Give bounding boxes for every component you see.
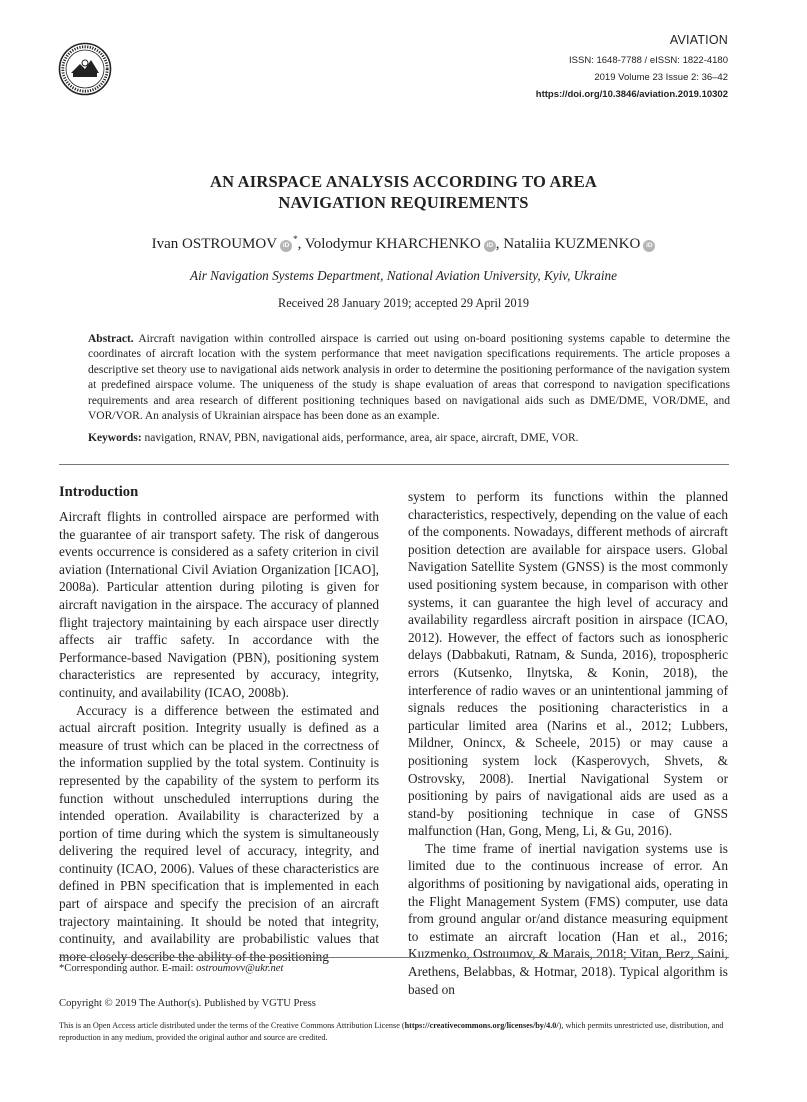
- title-line-2: NAVIGATION REQUIREMENTS: [278, 193, 529, 212]
- abstract: [88, 332, 730, 424]
- orcid-icon[interactable]: iD: [280, 240, 292, 252]
- orcid-icon[interactable]: iD: [484, 240, 496, 252]
- footnote-prefix: *Corresponding author. E-mail:: [59, 963, 197, 974]
- author-email-link[interactable]: ostroumovv@ukr.net: [196, 963, 284, 974]
- paragraph: system to perform its functions within the planned characteristics, respectively, depending on the value of each of the components. Nowadays, different methods of aircraft position detection are available for airspace users. Global Navigation Satellite System (GNSS) is the most commonly used positioning system because, in comparison with other systems, it can guarantee the high level of accuracy and availability regardless aircraft position in airspace (ICAO, 2012). However, the effect of factors such as ionospheric delays (Dabbakuti, Ratnam, & Sunda, 2016), tropospheric errors (Kutsenko, Ilnytska, & Konin, 2018), the interference of radio waves or an unintentional jamming of signals reduces the positioning characteristics in a particular limited area (Narins et al., 2012; Lubbers, Mildner, Onincx, & Scheele, 2015) or may cause a positioning system lock (Kasperovych, Shvets, & Ostrovsky, 2008). Inertial Navigational System or positioning by pairs of navigational aids are used as a stand-by positioning technique in case of GNSS malfunction (Han, Gong, Meng, Li, & Gu, 2016).: [408, 489, 728, 839]
- author-separator: ,: [297, 236, 305, 252]
- abstract-text: Aircraft navigation within controlled airspace is carried out using on-board positioning systems capable to determine the coordinates of aircraft location with the system performance that meet navigation specifications requirements. The article proposes a descriptive set theory use to navigational aids network analysis in order to determine the positioning performance of the navigation system at predefined airspace volume. The uniqueness of the study is shape evaluation of areas that correspond to navigation specifications requirements and area research of different positioning techniques based on navigational aids such as DME/DME, VOR/DME, and VOR/VOR. An analysis of Ukrainian airspace has been done as an example.: [88, 333, 730, 423]
- paragraph: The time frame of inertial navigation systems use is limited due to the continuous increase of error. An algorithms of positioning by navigational aids, operating in the Flight Management System (FMS) computer, use data from ground angular or/and distance measuring equipment to estimate an aircraft location (Han et al., 2016; Kuzmenko, Ostroumov, & Marais, 2018; Vitan, Berz, Saini, Arethens, Belabbas, & Hotmar, 2018). Typical algorithm is based on: [408, 840, 728, 997]
- abstract-label: Abstract.: [88, 333, 134, 345]
- keywords: [88, 431, 730, 446]
- author-separator: ,: [495, 236, 504, 252]
- license-text: [59, 1020, 729, 1044]
- license-before: This is an Open Access article distributed under the terms of the Creative Commons Attribution License (: [59, 1021, 405, 1030]
- left-column: [59, 482, 379, 965]
- license-link[interactable]: https://creativecommons.org/licenses/by/4.0/: [404, 1021, 559, 1030]
- corresponding-mark: *: [293, 234, 298, 244]
- article-title: [0, 171, 807, 213]
- issn: ISSN: 1648-7788 / eISSN: 1822-4180: [569, 55, 728, 66]
- keywords-text: navigation, RNAV, PBN, navigational aids, performance, area, air space, aircraft, DME, VOR.: [141, 432, 579, 444]
- paragraph: Aircraft flights in controlled airspace are performed with the guarantee of air transport safety. The risk of dangerous events occurrence is considered as a safety criterion in civil aviation (International Civil Aviation Organization [ICAO], 2008a). Particular attention during piloting is given for aircraft navigation in the airspace. The accuracy of planned flight trajectory maintaining by each airspace user directly affects air traffic safety. In accordance with the Performance-based Navigation (PBN), positioning system characteristics are represented by accuracy, integrity, continuity, and availability (ICAO, 2008b).: [59, 509, 379, 700]
- license-after: ), which permits unrestricted use, distribution, and reproduction in any medium, provided the original author and source are credited.: [59, 1021, 724, 1042]
- corresponding-footnote: [59, 963, 283, 974]
- paragraph: Accuracy is a difference between the estimated and actual aircraft position. Integrity usually is defined as a measure of trust which can be placed in the correctness of the information supplied by the total system. Continuity is represented by the capability of the system to perform its function without unscheduled interruptions during the intended operation. Availability is characterized by a portion of time during which the system is simultaneously delivering the required level of accuracy, integrity, and continuity (ICAO, 2006). Values of these characteristics are defined in PBN specification that is implemented in each part of airspace and specify the precision of an aircraft trajectory maintaining. It should be noted that integrity, continuity, and availability are probabilistic values that more closely describe the ability of the positioning: [59, 702, 379, 964]
- title-line-1: AN AIRSPACE ANALYSIS ACCORDING TO AREA: [209, 172, 598, 191]
- author-name: Volodymur KHARCHENKO: [304, 236, 481, 252]
- keywords-label: Keywords:: [88, 432, 142, 444]
- section-heading: Introduction: [59, 484, 139, 500]
- footnote-divider: [59, 957, 729, 958]
- author-name: Nataliia KUZMENKO: [503, 236, 641, 252]
- author-list: [0, 234, 807, 253]
- copyright-notice: Copyright © 2019 The Author(s). Published by VGTU Press: [59, 998, 316, 1009]
- orcid-icon[interactable]: iD: [643, 240, 655, 252]
- author-name: Ivan OSTROUMOV: [151, 236, 278, 252]
- right-column: [408, 488, 728, 998]
- section-divider: [59, 464, 729, 465]
- doi-link[interactable]: https://doi.org/10.3846/aviation.2019.10302: [535, 89, 728, 100]
- received-dates: Received 28 January 2019; accepted 29 April 2019: [278, 296, 529, 310]
- affiliation: Air Navigation Systems Department, National Aviation University, Kyiv, Ukraine: [190, 268, 617, 283]
- volume-issue: 2019 Volume 23 Issue 2: 36–42: [594, 72, 728, 83]
- journal-name: AVIATION: [669, 33, 728, 47]
- vgtu-seal-logo: [58, 42, 112, 96]
